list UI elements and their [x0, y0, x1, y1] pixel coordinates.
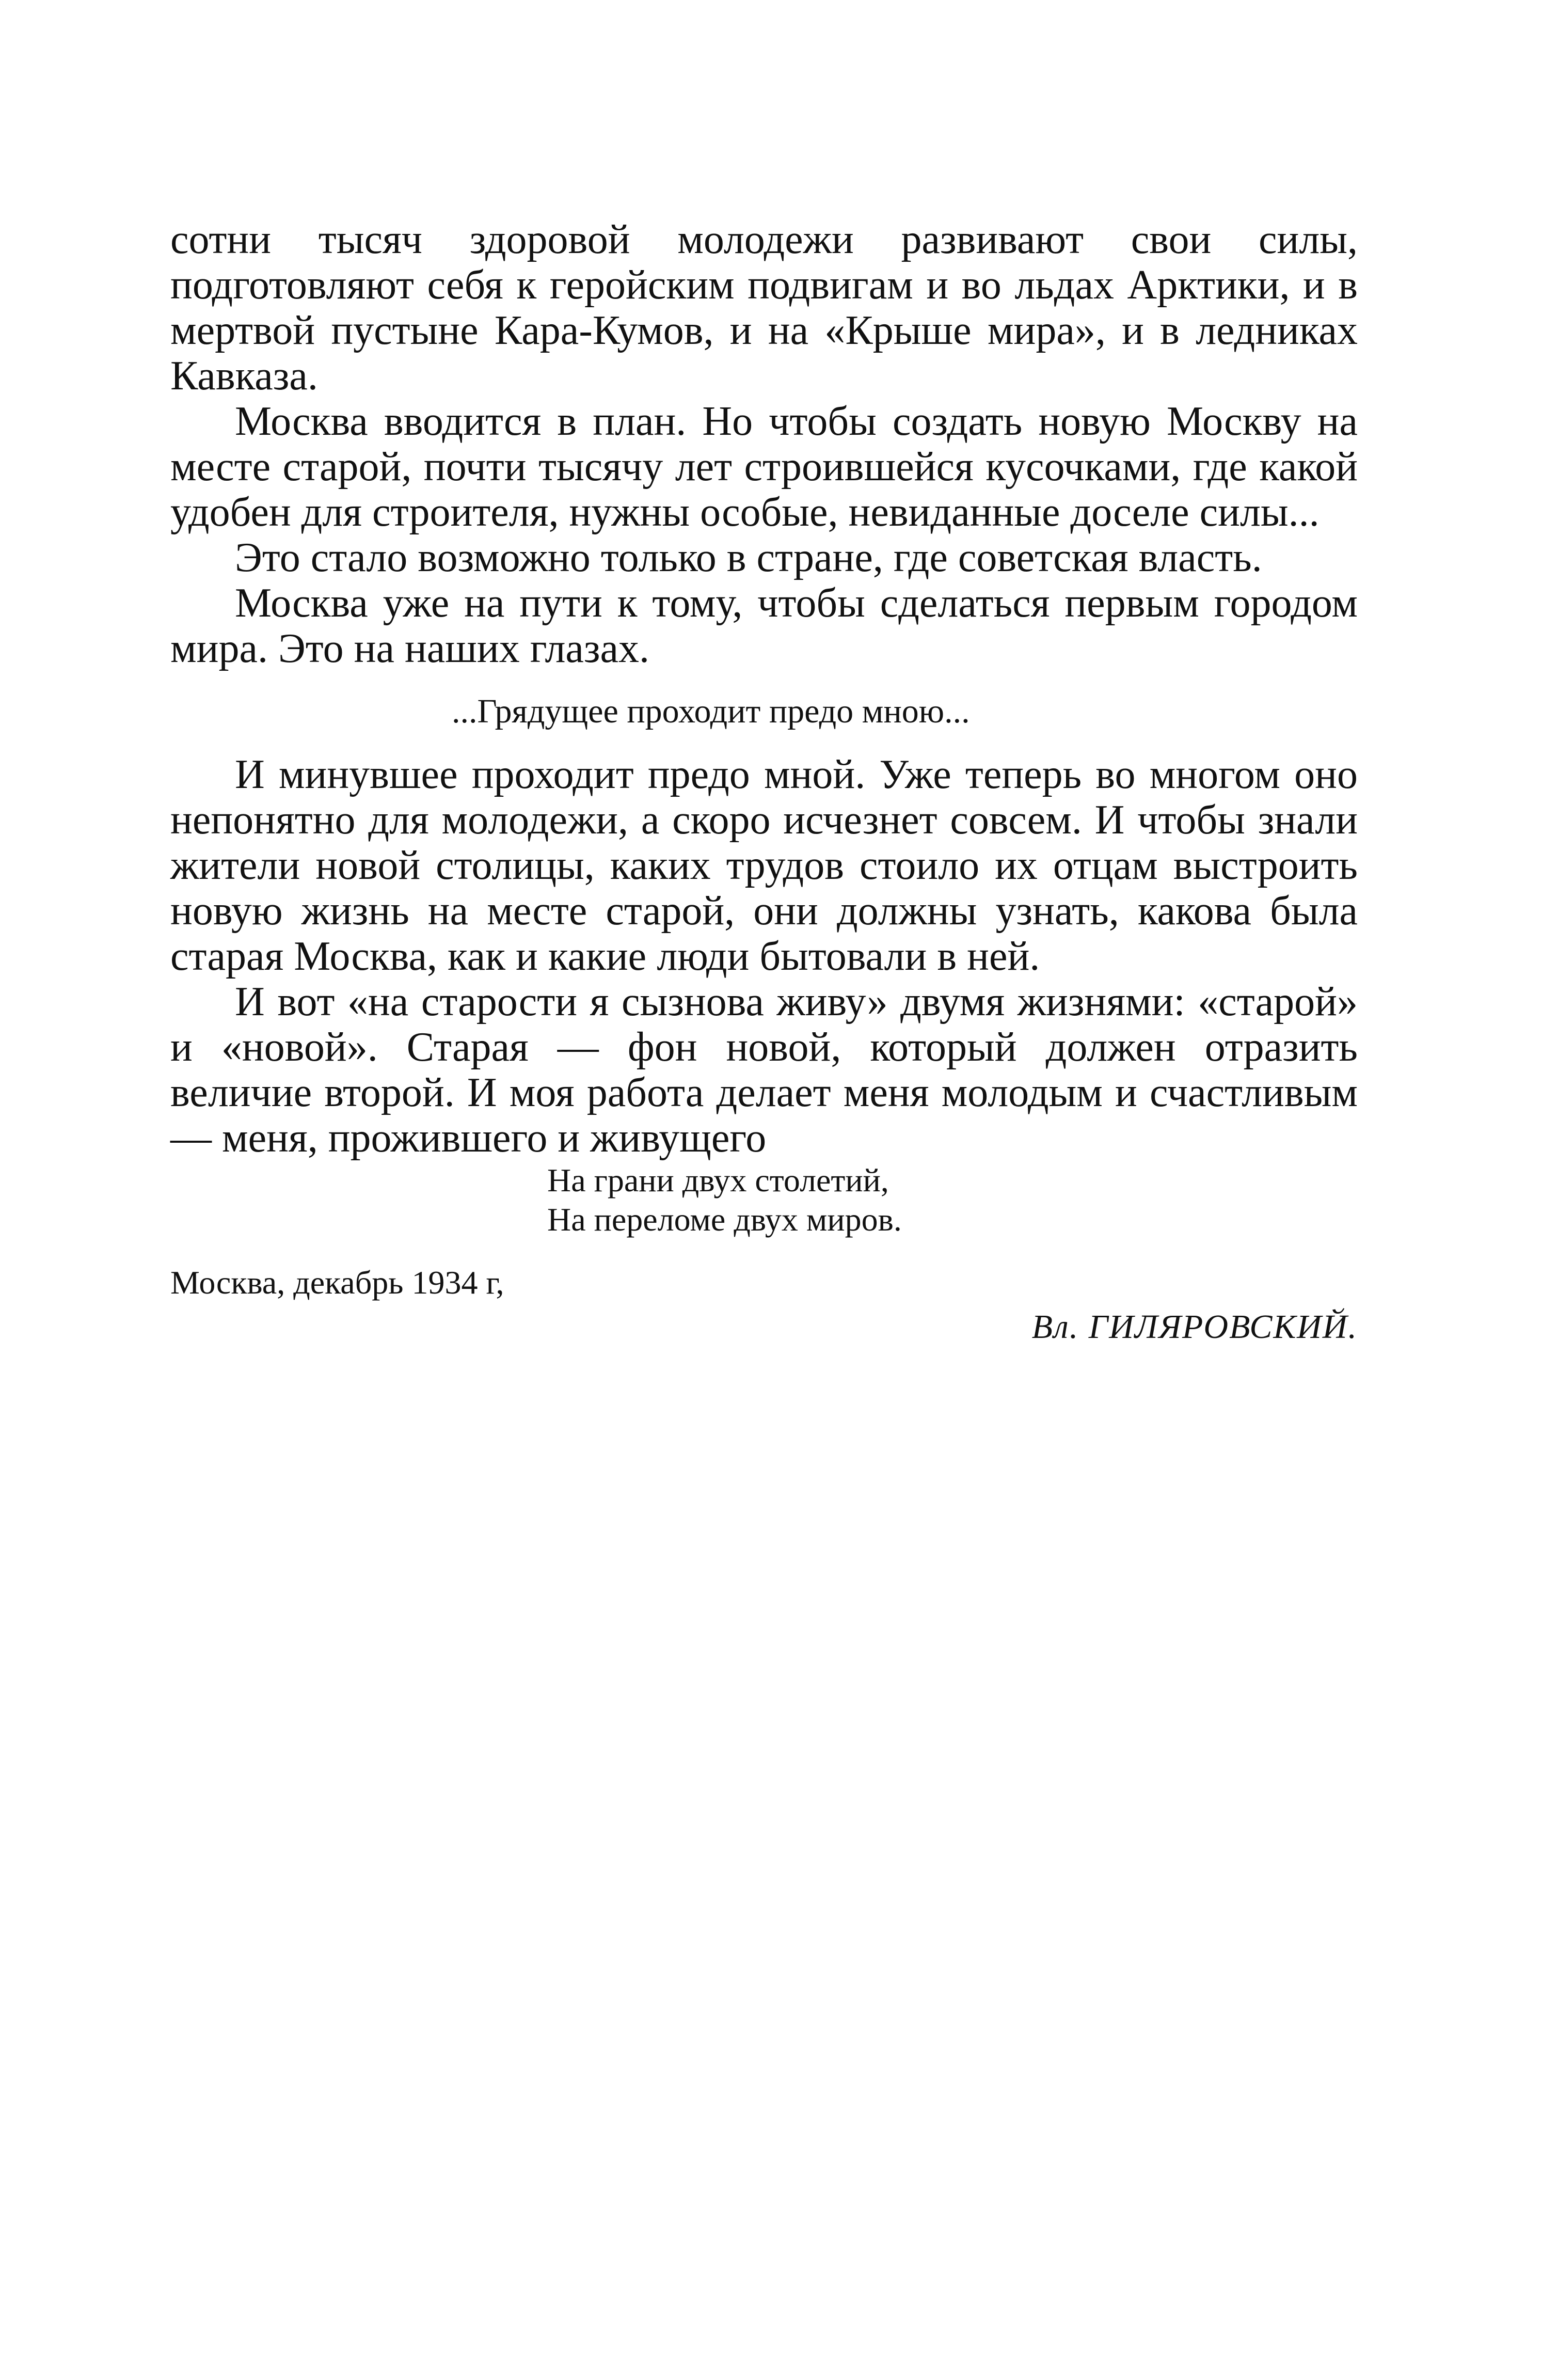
book-page — [170, 217, 1358, 1376]
main-text-top — [170, 217, 1358, 671]
paragraph: Это стало возможно только в стране, где советская власть. — [235, 535, 1262, 580]
poem-quote — [170, 1161, 1358, 1239]
epigraph-quote: ...Грядущее проходит предо мною... — [452, 692, 970, 730]
paragraph: И вот «на старости я сызнова живу» двумя жизнями: «старой» и «новой». Старая — фон новой, который должен отразить величие второй. И моя работа делает меня молодым и счастливым — меня, прожившего и живущего — [170, 979, 1358, 1161]
signature-block — [170, 1262, 1358, 1376]
poem-line: На переломе двух миров. — [547, 1201, 902, 1238]
paragraph: И минувшее проходит предо мной. Уже теперь во многом оно непонятно для молодежи, а скоро исчезнет совсем. И чтобы знали жители новой столицы, каких трудов стоило их отцам выстроить новую жизнь на месте старой, они должны узнать, какова была старая Москва, как и какие люди бытовали в ней. — [170, 752, 1358, 979]
paragraph: сотни тысяч здоровой молодежи развивают свои силы, подготовляют себя к геройским подвигам и во льдах Арктики, и в мертвой пустыне Кара-Кумов, и на «Крыше мира», и в ледниках Кавказа. — [170, 217, 1358, 399]
paragraph: Москва вводится в план. Но чтобы создать новую Москву на месте старой, почти тысячу лет строившейся кусочками, где какой удобен для строителя, нужны особые, невиданные доселе силы... — [170, 399, 1358, 535]
main-text-bottom — [170, 752, 1358, 1161]
poem-line: На грани двух столетий, — [547, 1162, 889, 1199]
date-place-line: Москва, декабрь 1934 г, — [170, 1264, 504, 1301]
author-signature: Вл. ГИЛЯРОВСКИЙ. — [1031, 1308, 1358, 1346]
paragraph: Москва уже на пути к тому, чтобы сделаться первым городом мира. Это на наших глазах. — [170, 580, 1358, 671]
